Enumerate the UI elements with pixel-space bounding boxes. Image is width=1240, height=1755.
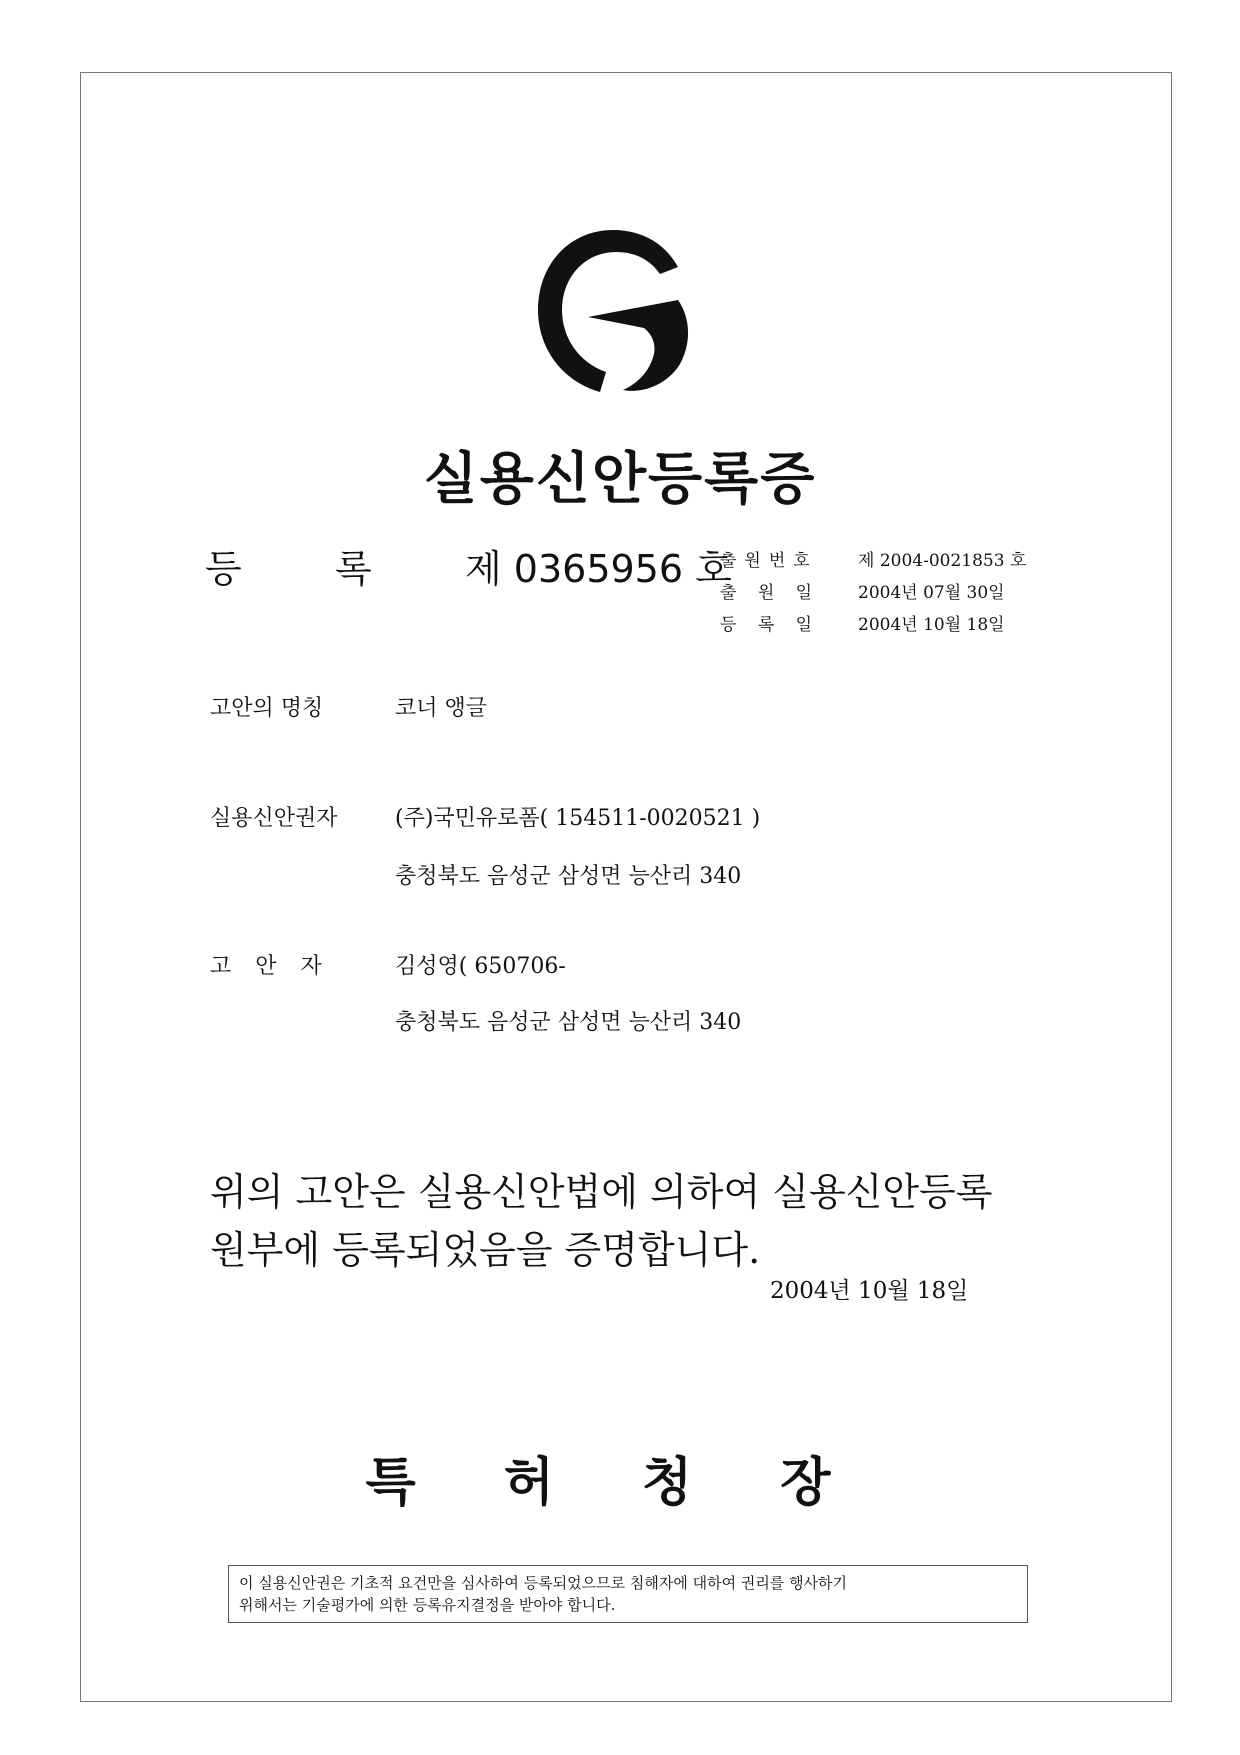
registration-label-1: 등: [205, 547, 242, 591]
issuer-title: 특허청장: [365, 1453, 919, 1513]
holder-name: (주)국민유로폼( 154511-0020521 ): [395, 806, 761, 831]
invention-name-label: 고안의 명칭: [210, 696, 324, 721]
meta-value: 2004년 10월 18일: [858, 615, 1005, 635]
meta-row-application-number: [720, 545, 1026, 577]
inventor-label: 고안자: [210, 954, 346, 979]
meta-label: 등 록 일: [720, 615, 821, 635]
meta-value: 2004년 07월 30일: [858, 583, 1005, 603]
issue-date: 2004년 10월 18일: [770, 1278, 969, 1304]
registration-label-2: 록: [335, 547, 372, 591]
holder-address: 충청북도 음성군 삼성면 능산리 340: [395, 864, 742, 889]
application-meta: [720, 545, 1026, 641]
meta-label: 출원번호: [720, 551, 818, 571]
invention-name-value: 코너 앵글: [395, 696, 488, 721]
certificate-title: 실용신안등록증: [423, 447, 817, 512]
inventor-name: 김성영( 650706-: [395, 954, 566, 979]
holder-label: 실용신안권자: [210, 806, 338, 831]
statement-line: 위의 고안은 실용신안법에 의하여 실용신안등록: [210, 1170, 993, 1214]
meta-row-application-date: [720, 577, 1026, 609]
notice-line: 위해서는 기술평가에 의한 등록유지결정을 받아야 합니다.: [239, 1596, 616, 1614]
notice-line: 이 실용신안권은 기초적 요건만을 심사하여 등록되었으므로 침해자에 대하여 권리를 행사하기: [239, 1574, 848, 1592]
inventor-address: 충청북도 음성군 삼성면 능산리 340: [395, 1010, 742, 1035]
notice-box: [228, 1565, 1028, 1623]
meta-row-registration-date: [720, 609, 1026, 641]
certification-statement: [210, 1163, 1030, 1279]
registration-number-value: 제 0365956 호: [465, 547, 732, 591]
government-emblem-icon: [528, 222, 708, 402]
meta-value: 제 2004-0021853 호: [858, 551, 1027, 571]
registration-number: [205, 547, 732, 591]
statement-line: 원부에 등록되었음을 증명합니다.: [210, 1228, 761, 1272]
meta-label: 출 원 일: [720, 583, 821, 603]
